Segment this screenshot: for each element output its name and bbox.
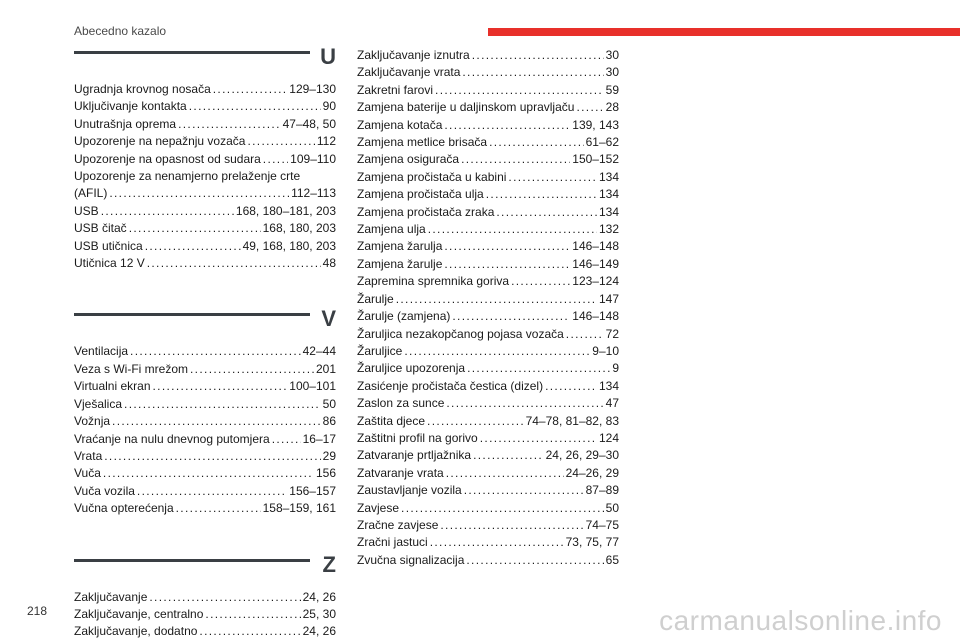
index-section-v bbox=[74, 306, 336, 517]
index-entry bbox=[357, 273, 619, 290]
dot-leader bbox=[147, 255, 321, 272]
index-entry-text: Upozorenje na opasnost od sudara bbox=[74, 151, 261, 166]
index-entry-text: Žaruljice bbox=[357, 343, 403, 358]
dot-leader bbox=[263, 151, 288, 168]
index-entry bbox=[74, 413, 336, 430]
dot-leader bbox=[189, 98, 321, 115]
dot-leader bbox=[104, 448, 320, 465]
dot-leader bbox=[153, 378, 288, 395]
index-entry-pages: 146–149 bbox=[572, 256, 619, 271]
index-entry-text: Zasićenje pročistača čestica (dizel) bbox=[357, 378, 544, 393]
index-entry-pages: 65 bbox=[605, 552, 619, 567]
index-entry bbox=[357, 552, 619, 569]
dot-leader bbox=[137, 483, 287, 500]
dot-leader bbox=[401, 500, 604, 517]
dot-leader bbox=[444, 117, 570, 134]
index-entry bbox=[74, 203, 336, 220]
index-entry bbox=[74, 483, 336, 500]
dot-leader bbox=[112, 413, 321, 430]
index-section-z bbox=[74, 551, 336, 641]
index-entry bbox=[357, 291, 619, 308]
index-entry bbox=[74, 378, 336, 395]
section-letter: U bbox=[320, 44, 336, 69]
index-entry bbox=[74, 606, 336, 623]
index-entry bbox=[357, 47, 619, 64]
dot-leader bbox=[430, 534, 564, 551]
dot-leader bbox=[440, 517, 583, 534]
index-entry bbox=[74, 589, 336, 606]
entry-list bbox=[74, 343, 336, 517]
index-entry bbox=[357, 343, 619, 360]
section-header-u bbox=[74, 44, 336, 74]
index-entry-pages: 201 bbox=[315, 361, 336, 376]
index-entry-pages: 147 bbox=[598, 291, 619, 306]
entry-list bbox=[357, 47, 619, 569]
dot-leader bbox=[446, 465, 564, 482]
index-entry-pages: 134 bbox=[598, 169, 619, 184]
dot-leader bbox=[576, 99, 603, 116]
index-entry-pages: 112 bbox=[316, 134, 336, 149]
index-entry-text: Vuča bbox=[74, 466, 101, 481]
dot-leader bbox=[466, 552, 603, 569]
index-entry bbox=[357, 99, 619, 116]
index-entry-pages: 168, 180–181, 203 bbox=[235, 203, 336, 218]
index-entry-text: Zavjese bbox=[357, 500, 400, 515]
index-entry-text: Zaštitni profil na gorivo bbox=[357, 430, 478, 445]
index-entry-pages: 134 bbox=[598, 378, 619, 393]
index-entry-pages: 24–26, 29 bbox=[565, 465, 619, 480]
dot-leader bbox=[124, 396, 321, 413]
index-entry-pages: 139, 143 bbox=[572, 117, 619, 132]
page-number: 218 bbox=[27, 604, 48, 618]
index-entry-text: Ventilacija bbox=[74, 344, 129, 359]
index-entry bbox=[357, 447, 619, 464]
index-entry-text: Zamjena pročistača u kabini bbox=[357, 169, 507, 184]
index-entry-text: Vješalica bbox=[74, 396, 123, 411]
index-entry-text: Žarulje (zamjena) bbox=[357, 309, 451, 324]
index-entry bbox=[74, 220, 336, 237]
dot-leader bbox=[272, 431, 301, 448]
index-entry-text: Zaključavanje vrata bbox=[357, 65, 461, 80]
index-entry-text: Zamjena metlice brisača bbox=[357, 135, 488, 150]
index-entry-pages: 48 bbox=[322, 256, 336, 271]
index-entry-pages: 73, 75, 77 bbox=[565, 535, 619, 550]
dot-leader bbox=[247, 133, 314, 150]
index-entry-text: Zaključavanje bbox=[74, 589, 148, 604]
index-entry-pages: 25, 30 bbox=[302, 606, 336, 621]
index-entry-text: Zvučna signalizacija bbox=[357, 552, 465, 567]
index-entry-pages: 109–110 bbox=[290, 151, 336, 166]
index-entry bbox=[357, 238, 619, 255]
dot-leader bbox=[462, 64, 603, 81]
index-entry-text: (AFIL) bbox=[74, 186, 108, 201]
dot-leader bbox=[427, 413, 524, 430]
header-accent-bar bbox=[488, 28, 960, 36]
dot-leader bbox=[176, 500, 261, 517]
index-entry bbox=[74, 98, 336, 115]
index-entry-pages: 74–78, 81–82, 83 bbox=[525, 413, 619, 428]
index-entry-pages: 30 bbox=[605, 65, 619, 80]
index-entry bbox=[74, 465, 336, 482]
index-entry bbox=[357, 465, 619, 482]
index-entry-pages: 100–101 bbox=[289, 379, 336, 394]
index-entry bbox=[74, 623, 336, 640]
index-entry-pages: 29 bbox=[322, 448, 336, 463]
index-entry bbox=[357, 169, 619, 186]
section-divider-bar bbox=[74, 313, 310, 316]
dot-leader bbox=[566, 326, 604, 343]
dot-leader bbox=[480, 430, 597, 447]
index-entry bbox=[74, 255, 336, 272]
index-entry-pages: 61–62 bbox=[585, 135, 619, 150]
dot-leader bbox=[213, 81, 288, 98]
page-header-title: Abecedno kazalo bbox=[74, 24, 167, 38]
index-entry-text: Uključivanje kontakta bbox=[74, 99, 187, 114]
index-entry-pages: 74–75 bbox=[585, 517, 619, 532]
index-entry-text: Zamjena kotača bbox=[357, 117, 443, 132]
dot-leader bbox=[446, 395, 603, 412]
index-entry-text: Zamjena pročistača zraka bbox=[357, 204, 495, 219]
index-entry-pages: 158–159, 161 bbox=[262, 501, 336, 516]
index-entry-text: Zamjena pročistača ulja bbox=[357, 187, 484, 202]
index-entry-text: Zatvaranje vrata bbox=[357, 465, 444, 480]
index-entry-text: Zamjena žarulja bbox=[357, 239, 443, 254]
index-entry bbox=[357, 308, 619, 325]
index-entry bbox=[74, 361, 336, 378]
index-entry-pages: 123–124 bbox=[572, 274, 619, 289]
index-entry-text: Zaključavanje, centralno bbox=[74, 606, 204, 621]
dot-leader bbox=[511, 273, 570, 290]
index-entry-pages: 28 bbox=[605, 100, 619, 115]
index-entry-pages: 72 bbox=[605, 326, 619, 341]
dot-leader bbox=[149, 589, 300, 606]
index-entry-pages: 87–89 bbox=[585, 483, 619, 498]
index-entry bbox=[357, 151, 619, 168]
index-entry bbox=[357, 360, 619, 377]
index-column-left bbox=[74, 44, 336, 641]
index-entry-pages: 132 bbox=[598, 222, 619, 237]
dot-leader bbox=[545, 378, 597, 395]
index-entry-text: Zamjena baterije u daljinskom upravljaču bbox=[357, 100, 575, 115]
index-entry bbox=[357, 117, 619, 134]
dot-leader bbox=[101, 203, 234, 220]
index-entry-text: Zamjena ulja bbox=[357, 222, 426, 237]
index-entry bbox=[74, 185, 336, 202]
index-entry-text: Unutrašnja oprema bbox=[74, 116, 177, 131]
index-entry-text: Zakretni farovi bbox=[357, 82, 434, 97]
index-entry-pages: 16–17 bbox=[302, 431, 336, 446]
index-entry-pages: 9 bbox=[612, 361, 619, 376]
index-entry-pages: 24, 26, 29–30 bbox=[545, 448, 619, 463]
section-letter: V bbox=[321, 306, 336, 332]
index-column-right bbox=[357, 47, 619, 569]
dot-leader bbox=[473, 447, 544, 464]
dot-leader bbox=[109, 185, 289, 202]
dot-leader bbox=[103, 465, 314, 482]
index-entry-text: Zaštita djece bbox=[357, 413, 426, 428]
index-entry-pages: 47–48, 50 bbox=[282, 116, 336, 131]
dot-leader bbox=[444, 238, 570, 255]
index-entry-pages: 146–148 bbox=[572, 239, 619, 254]
dot-leader bbox=[145, 238, 241, 255]
index-entry bbox=[357, 395, 619, 412]
index-entry bbox=[357, 64, 619, 81]
index-entry bbox=[74, 396, 336, 413]
index-entry-pages: 24, 26 bbox=[302, 624, 336, 639]
index-entry-text: USB bbox=[74, 203, 99, 218]
dot-leader bbox=[130, 343, 301, 360]
index-entry-pages: 59 bbox=[605, 82, 619, 97]
dot-leader bbox=[508, 169, 597, 186]
index-entry-text: Zamjena osigurača bbox=[357, 152, 460, 167]
dot-leader bbox=[129, 220, 261, 237]
index-entry bbox=[74, 500, 336, 517]
dot-leader bbox=[472, 47, 604, 64]
index-entry bbox=[357, 534, 619, 551]
index-entry bbox=[74, 238, 336, 255]
index-entry bbox=[74, 116, 336, 133]
index-entry bbox=[357, 204, 619, 221]
dot-leader bbox=[428, 221, 597, 238]
entry-list bbox=[74, 589, 336, 641]
index-entry bbox=[74, 81, 336, 98]
index-entry-text: Zračne zavjese bbox=[357, 517, 439, 532]
index-entry bbox=[357, 430, 619, 447]
index-entry-pages: 156 bbox=[315, 466, 336, 481]
dot-leader bbox=[489, 134, 584, 151]
index-entry bbox=[74, 343, 336, 360]
index-entry-text: Virtualni ekran bbox=[74, 379, 151, 394]
entry-list bbox=[74, 81, 336, 272]
dot-leader bbox=[205, 606, 300, 623]
index-entry-pages: 129–130 bbox=[289, 82, 336, 96]
index-entry-text: Zamjena žarulje bbox=[357, 256, 443, 271]
index-entry bbox=[357, 378, 619, 395]
index-entry-text: Upozorenje za nenamjerno prelaženje crte bbox=[74, 169, 301, 184]
index-entry-text: Veza s Wi-Fi mrežom bbox=[74, 361, 189, 376]
index-entry bbox=[74, 431, 336, 448]
dot-leader bbox=[461, 151, 570, 168]
index-entry-text: Vraćanje na nulu dnevnog putomjera bbox=[74, 431, 270, 446]
dot-leader bbox=[486, 186, 597, 203]
index-entry bbox=[357, 82, 619, 99]
index-entry-text: Zaustavljanje vozila bbox=[357, 483, 462, 498]
index-entry-text: Žaruljica nezakopčanog pojasa vozača bbox=[357, 326, 564, 341]
index-entry-pages: 156–157 bbox=[289, 483, 336, 498]
watermark: carmanualsonline.info bbox=[659, 605, 942, 636]
index-entry bbox=[74, 133, 336, 150]
index-entry bbox=[357, 482, 619, 499]
dot-leader bbox=[444, 256, 570, 273]
index-entry-pages: 90 bbox=[322, 99, 336, 114]
index-entry-pages: 150–152 bbox=[572, 152, 619, 167]
index-entry-pages: 146–148 bbox=[572, 309, 619, 324]
index-entry-pages: 86 bbox=[322, 414, 336, 429]
dot-leader bbox=[464, 482, 584, 499]
dot-leader bbox=[404, 343, 590, 360]
index-entry-text: Zatvaranje prtljažnika bbox=[357, 448, 472, 463]
index-entry-pages: 42–44 bbox=[302, 344, 336, 359]
index-entry bbox=[357, 221, 619, 238]
index-entry bbox=[357, 256, 619, 273]
index-entry-text: Zapremina spremnika goriva bbox=[357, 274, 510, 289]
index-entry bbox=[74, 448, 336, 465]
index-entry bbox=[357, 413, 619, 430]
section-header-v bbox=[74, 306, 336, 336]
index-entry-pages: 47 bbox=[605, 396, 619, 411]
index-entry-text: Zaključavanje iznutra bbox=[357, 48, 470, 62]
index-entry-pages: 24, 26 bbox=[302, 589, 336, 604]
index-entry bbox=[357, 517, 619, 534]
index-entry bbox=[357, 186, 619, 203]
index-entry-pages: 134 bbox=[598, 204, 619, 219]
index-entry-text: Vožnja bbox=[74, 414, 111, 429]
index-entry-text: Zračni jastuci bbox=[357, 535, 428, 550]
dot-leader bbox=[199, 623, 300, 640]
index-entry-pages: 50 bbox=[322, 396, 336, 411]
section-header-z bbox=[74, 551, 336, 582]
index-entry bbox=[74, 151, 336, 168]
dot-leader bbox=[178, 116, 281, 133]
index-entry-text: Žaruljice upozorenja bbox=[357, 361, 466, 376]
index-entry-text: Žarulje bbox=[357, 291, 394, 306]
index-entry-pages: 134 bbox=[598, 187, 619, 202]
index-entry-text: Utičnica 12 V bbox=[74, 256, 145, 271]
index-entry-text: USB čitač bbox=[74, 221, 127, 236]
index-entry-text: Vučna opterećenja bbox=[74, 501, 174, 516]
index-entry bbox=[357, 134, 619, 151]
index-entry-pages: 30 bbox=[605, 48, 619, 62]
index-entry-text: Ugradnja krovnog nosača bbox=[74, 82, 211, 96]
index-entry-text: Vrata bbox=[74, 448, 103, 463]
index-entry-pages: 50 bbox=[605, 500, 619, 515]
dot-leader bbox=[452, 308, 570, 325]
index-entry-text: Vuča vozila bbox=[74, 483, 135, 498]
dot-leader bbox=[435, 82, 604, 99]
index-entry-text: USB utičnica bbox=[74, 238, 143, 253]
section-letter: Z bbox=[322, 551, 336, 577]
index-entry-pages: 9–10 bbox=[592, 343, 619, 358]
index-section-u bbox=[74, 44, 336, 272]
index-entry-pages: 168, 180, 203 bbox=[262, 221, 336, 236]
dot-leader bbox=[496, 204, 597, 221]
index-entry bbox=[357, 326, 619, 343]
index-entry-pages: 112–113 bbox=[291, 186, 336, 201]
dot-leader bbox=[396, 291, 597, 308]
dot-leader bbox=[190, 361, 314, 378]
section-divider-bar bbox=[74, 559, 310, 562]
dot-leader bbox=[467, 360, 610, 377]
index-entry-text: Zaključavanje, dodatno bbox=[74, 624, 198, 639]
index-entry-text: Upozorenje na nepažnju vozača bbox=[74, 134, 246, 149]
section-divider-bar bbox=[74, 51, 310, 54]
index-entry bbox=[357, 500, 619, 517]
index-entry-pages: 124 bbox=[598, 430, 619, 445]
index-entry-pages: 49, 168, 180, 203 bbox=[242, 238, 336, 253]
index-entry-text: Zaslon za sunce bbox=[357, 396, 445, 411]
